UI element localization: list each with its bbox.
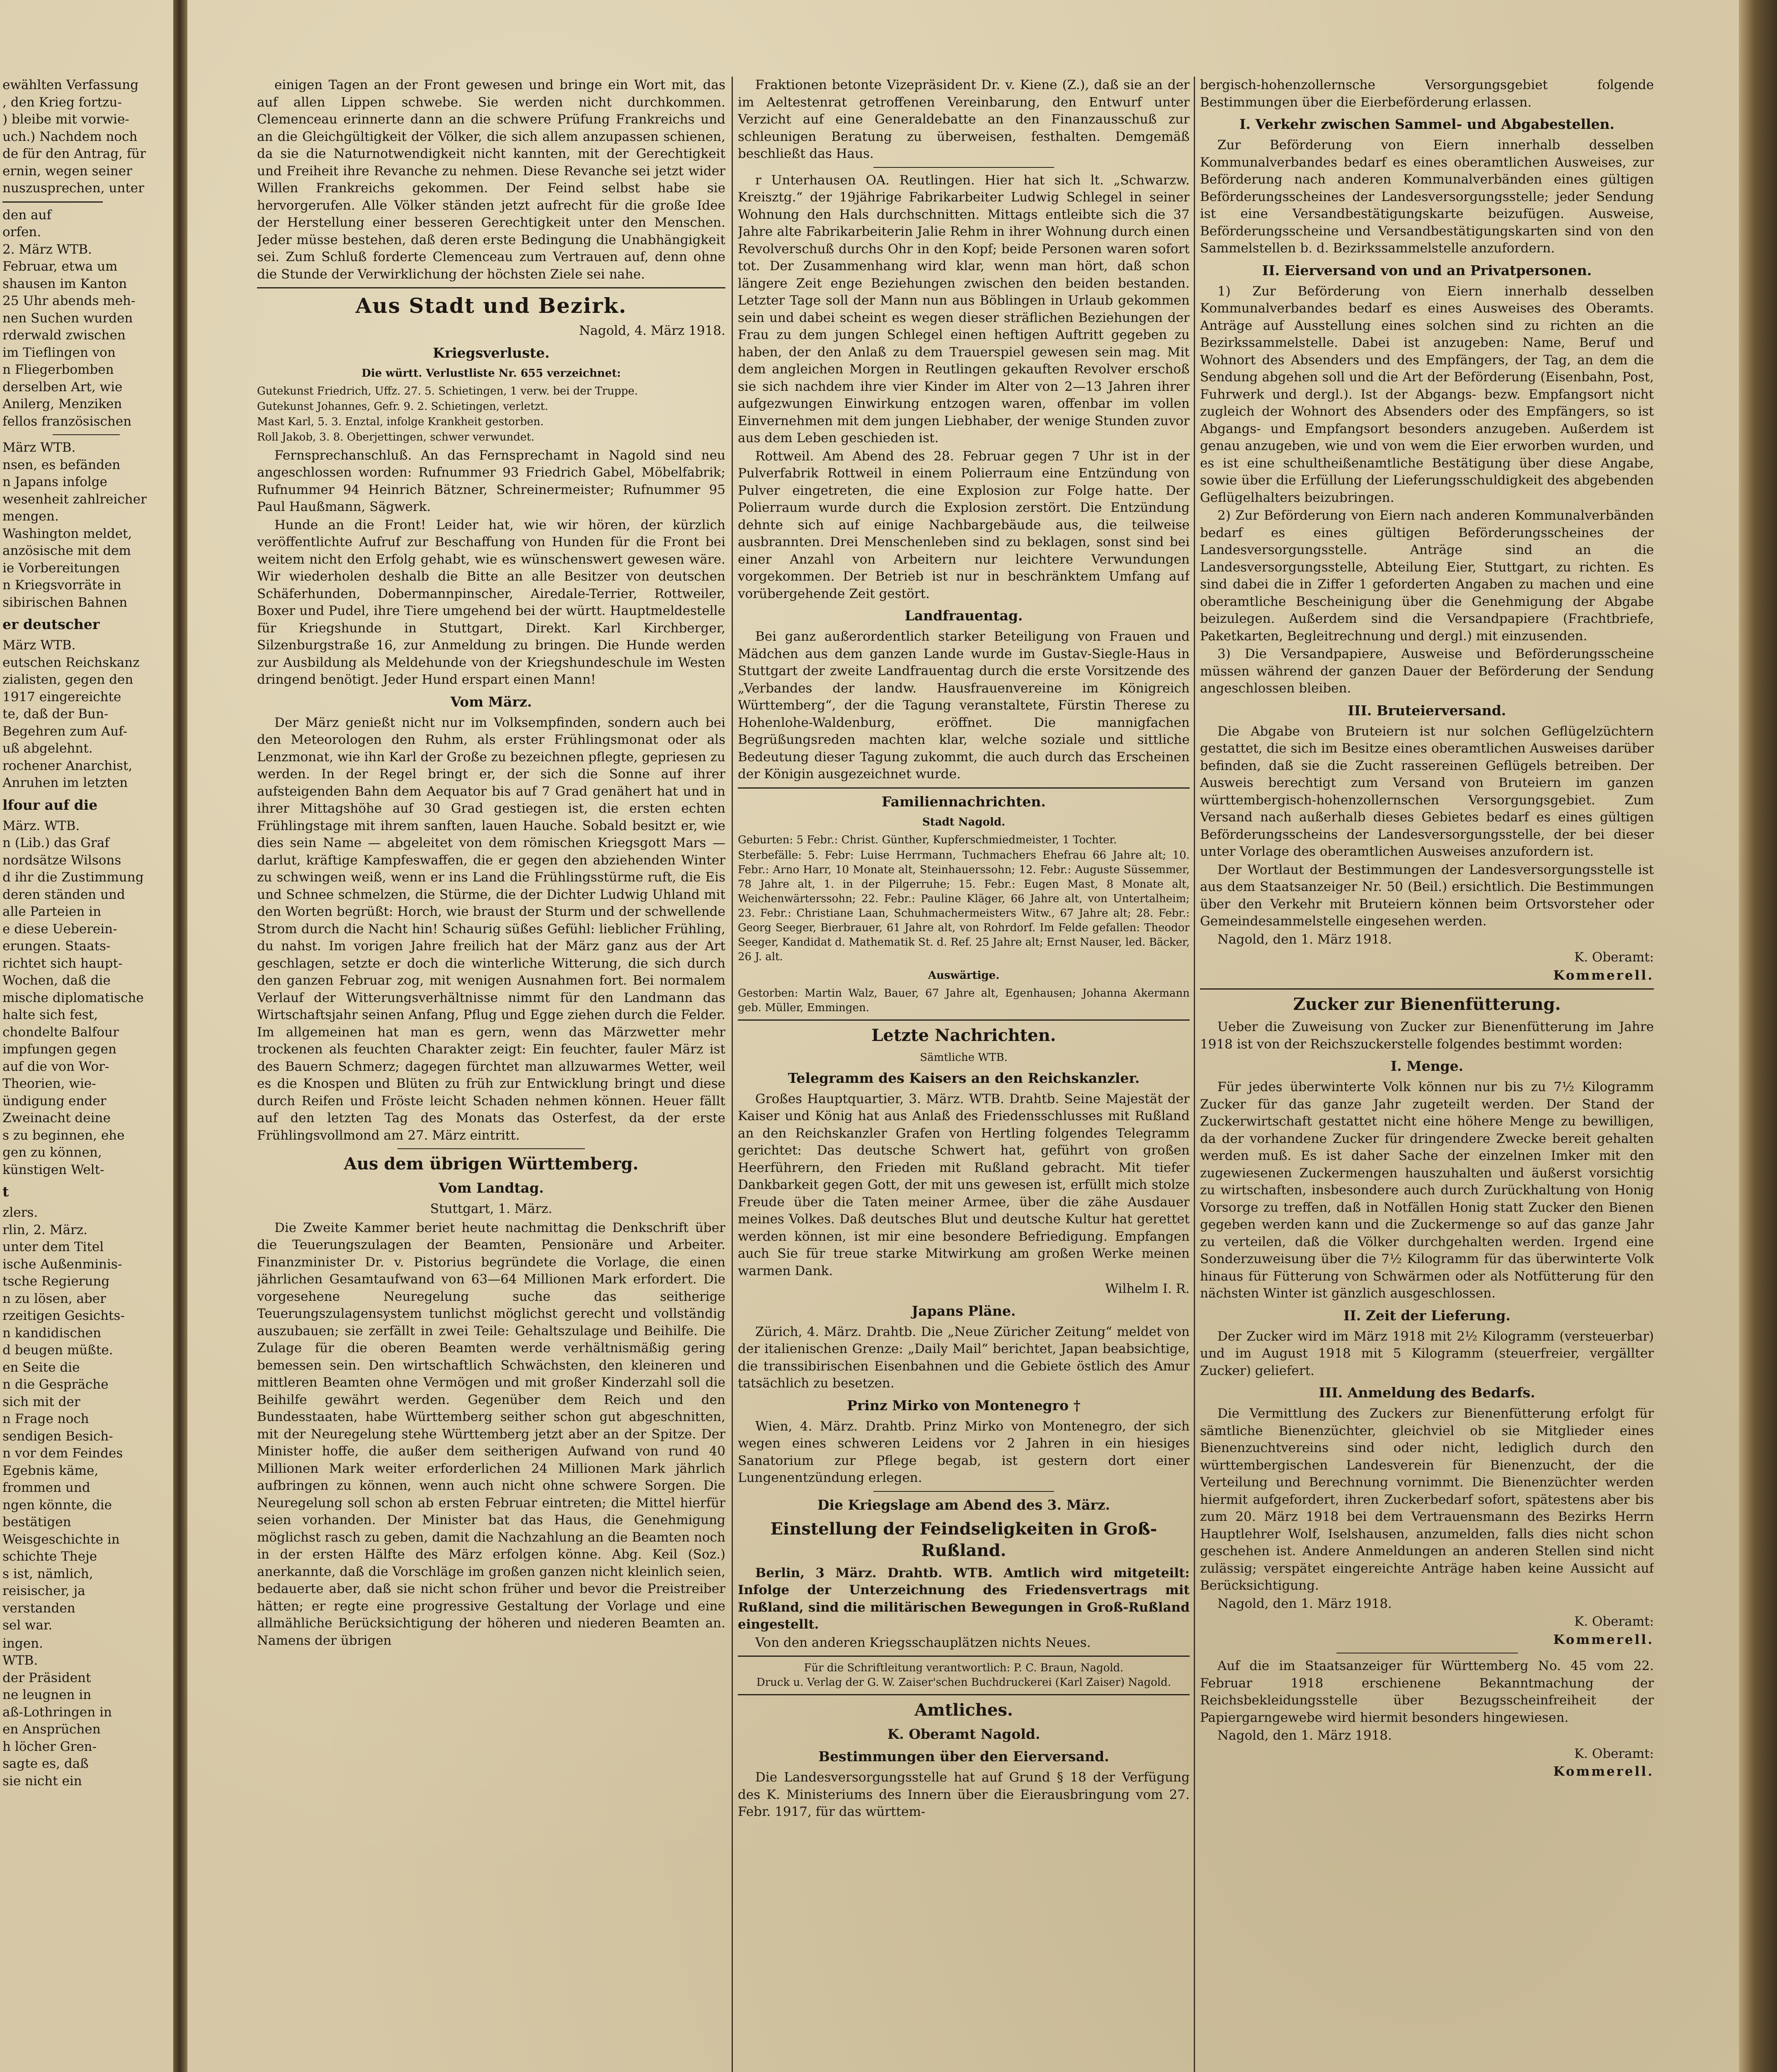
fragment-heading: t xyxy=(2,1184,9,1200)
section-rule xyxy=(257,287,725,288)
column-1 xyxy=(257,77,725,2072)
fragment-block: ingen. WTB. der Präsident ne leugnen in aß-Lothringen in en Ansprüchen h löcher Gren- sagte es, daß sie nicht ein xyxy=(2,1636,112,1789)
article-heading-landfrauentag: Landfrauentag. xyxy=(904,608,1023,624)
section-rule xyxy=(873,167,1054,168)
article-paragraph: Der März genießt nicht nur im Volksempfinden, sondern auch bei den Meteorologen den Ruhm, als erster Frühlingsmonat oder als Lenzmonat, wie ihn Karl der Große zu bezeichnen pflegte, gepriesen zu werden. In der Regel bringt er, der sich die Sonne auf ihrer aufsteigenden Bahn dem Aequator bis auf 7 Grad genähert hat und in ihrer Mittagshöhe auf 30 Grad gestiegen ist, die ersten echten Frühlingstage mit ihrem sanften, lauen Hauche. Sobald besitzt er, wie dies sein Name — abgeleitet von dem römischen Kriegsgott Mars — darlut, kräftige Kampfeswaffen, die er gegen den abziehenden Winter zu schwingen weiß, wenn er ins Land die Frühlingsstürme ruft, die Eis und Schnee schmelzen, die Stürme, die der Dichter Ludwig Uhland mit den Worten begrüßt: Horch, wie braust der Sturm und der schwellende Strom durch die Nacht hin! Schaurig süßes Gefühl: lieblicher Frühling, du nahst. Im vorigen Jahre freilich hat der März ganz aus der Art geschlagen, setzte er doch die winterliche Witterung, die sich durch den ganzen Februar zog, mit wenigen Ausnahmen fort. Bei normalem Verlauf der Witterungsverhältnisse nimmt für den Landmann das Wirtschaftsjahr seinen Anfang, Pflug und Egge ziehen durch die Felder. Im allgemeinen hat man es gern, wenn das Märzwetter mehr trockenen als feuchten Charakter zeigt: Ein feuchter, fauler März ist des Bauern Schmerz; dagegen fürchtet man allzuwarmes Wetter, weil es die Knospen und Blüten zu früh zur Entwicklung bringt und diese durch Reifen und Fröste leicht Schaden nehmen können. Heuer fällt auf den letzten Tag des Monats das Osterfest, da der erste Frühlingsvollmond am 27. März eintritt. xyxy=(257,715,725,1143)
heading-zeit: II. Zeit der Lieferung. xyxy=(1343,1307,1510,1324)
article-heading-maerz: Vom März. xyxy=(450,693,532,710)
section-rule xyxy=(738,787,1190,789)
signature-place: Nagold, den 1. März 1918. xyxy=(1217,1596,1392,1611)
article-paragraph: Die Vermittlung des Zuckers zur Bienenfütterung erfolgt für sämtliche Bienenzüchter, gleichviel ob sie Mitglieder eines Bienenzuchtvereins sind oder nicht, lediglich durch den württembergischen Landesverein für Bienenzucht, der die Verteilung und Berechnung vornimmt. Die Bienenzüchter werden hiermit aufgefordert, ihren Zuckerbedarf sofort, spätestens aber bis zum 20. März 1918 bei dem Vertrauensmann des Bezirks Herrn Hauptlehrer Wolf, Iselshausen, anzumelden, falls dies nicht schon geschehen ist. Andere Anmeldungen an anderen Stellen sind nicht zulässig; verspätet eingereichte Anträge haben keine Aussicht auf Berücksichtigung. xyxy=(1200,1406,1654,1593)
left-page-fragment xyxy=(0,77,170,2072)
headline-einstellung: Einstellung der Feindseligkeiten in Groß-Rußland. xyxy=(770,1519,1157,1560)
fragment-block: März. WTB. n (Lib.) das Graf nordsätze Wilsons d ihr die Zustimmung deren ständen und alle Parteien in e diese Ueberein- erungen. Staats- richtet sich haupt- Wochen, daß die mische diplomatische halte sich fest, chondelte Balfour impfungen gegen auf die von Wor- Theorien, wie- ündigung ender Zweinacht deine s zu beginnen, ehe gen zu können, künstigen Welt- xyxy=(2,818,144,1177)
article-paragraph: Fraktionen betonte Vizepräsident Dr. v. Kiene (Z.), daß sie an der im Aeltestenrat getroffenen Vereinbarung, den Entwurf unter Verzicht auf eine Generaldebatte an den Finanzausschuß zur schleunigen Beratung zu überweisen, festhalten. Demgemäß beschließt das Haus. xyxy=(738,77,1190,161)
article-paragraph: Auf die im Staatsanzeiger für Württemberg No. 45 vom 22. Februar 1918 erschienene Bekanntmachung der Reichsbekleidungsstelle über Bezugsscheinfreiheit der Papiergarngewebe wird hiermit besonders hingewiesen. xyxy=(1200,1658,1654,1725)
article-paragraph: Für jedes überwinterte Volk können nur bis zu 7½ Kilogramm Zucker für das ganze Jahr zugeteilt werden. Der Stand der Zuckerwirtschaft gestattet nicht eine höhere Menge zu bewilligen, da der vorhandene Zucker für dringendere Zwecke bereit gehalten werden muß. Es ist daher Sache der einzelnen Imker mit den zugewiesenen Zuckermengen hauszuhalten und äußerst vorsichtig zu wirtschaften, insbesondere auch durch Zurückhaltung von Honig Vorsorge zu treffen, daß in Notfällen Honig statt Zucker den Bienen gegeben werden kann und die Zuckermenge so auf das ganze Jahr zu verteilen, daß die Völker durchgehalten werden. Irgend eine Sonderzuweisung über die 7½ Kilogramm für das überwinterte Volk hinaus für Fütterung von Schwärmen oder als Notfütterung für den nächsten Winter ist gänzlich ausgeschlossen. xyxy=(1200,1080,1654,1301)
subheading-auswaertige: Auswärtige. xyxy=(928,969,1000,982)
article-paragraph: Der Zucker wird im März 1918 mit 2½ Kilogramm (versteuerbar) und im August 1918 mit 5 Kilogramm (steuerfreier, vergällter Zucker) geliefert. xyxy=(1200,1329,1654,1378)
article-paragraph: Die Abgabe von Bruteiern ist nur solchen Geflügelzüchtern gestattet, die sich im Besitze eines oberamtlichen Ausweises darüber befinden, daß sie die Zucht rassereinen Geflügels betreiben. Der Ausweis berechtigt zum Versand von Bruteiern im ganzen württembergisch-hohenzollernschen Versorgungsgebiet. Zum Versand nach außerhalb dieses Gebietes bedarf es eines gültigen Beförderungsscheins der Landesversorgungsstelle, der bei dieser unter Vorlage des oberamtlichen Ausweises anzufordern ist. xyxy=(1200,724,1654,859)
page-binding xyxy=(173,0,187,2072)
article-paragraph: Fernsprechanschluß. An das Fernsprechamt in Nagold sind neu angeschlossen worden: Rufnummer 93 Friedrich Gabel, Möbelfabrik; Rufnummer 94 Heinrich Bätzner, Schreinermeister; Rufnummer 95 Paul Haußmann, Sägwerk. xyxy=(257,448,725,514)
imprint-editor: Für die Schriftleitung verantwortlich: P. C. Braun, Nagold. xyxy=(804,1662,1124,1674)
signature-office: K. Oberamt: xyxy=(1574,1746,1654,1761)
section-rule xyxy=(738,1019,1190,1021)
loss-entry: Roll Jakob, 3. 8. Oberjettingen, schwer verwundet. xyxy=(257,431,535,443)
section-heading-stadt: Aus Stadt und Bezirk. xyxy=(355,293,627,318)
telegram-signature: Wilhelm I. R. xyxy=(1105,1281,1190,1296)
section-rule xyxy=(738,1656,1190,1657)
signature-name: Kommerell. xyxy=(1553,968,1654,983)
article-paragraph: Der Wortlaut der Bestimmungen der Landesversorgungsstelle ist aus dem Staatsanzeiger Nr. 50 (Beil.) ersichtlich. Die Bestimmungen über den Verkehr mit Bruteiern können beim Ortsvorsteher oder Gemeindesammelstelle eingesehen werden. xyxy=(1200,862,1654,929)
article-paragraph: Von den anderen Kriegsschauplätzen nichts Neues. xyxy=(755,1635,1091,1650)
signature-place: Nagold, den 1. März 1918. xyxy=(1217,1728,1392,1743)
article-heading-landtag: Vom Landtag. xyxy=(439,1180,544,1196)
heading-bestimmungen: Bestimmungen über den Eierversand. xyxy=(818,1748,1109,1765)
list-subheading: Die württ. Verlustliste Nr. 655 verzeichnet: xyxy=(361,367,621,380)
section-rule xyxy=(738,1694,1190,1695)
imprint-printer: Druck u. Verlag der G. W. Zaiser'schen Buchdruckerei (Karl Zaiser) Nagold. xyxy=(756,1676,1171,1689)
article-paragraph: einigen Tagen an der Front gewesen und bringe ein Wort mit, das auf allen Lippen schwebe. Sie werden nicht durchkommen. Clemenceau erinnerte dann an die schwere Prüfung Frankreichs und an die Gleichgültigkeit der Völker, die sich allem anzupassen schienen, da sie die Naturnotwendigkeit nicht kannten, mit der Gerechtigkeit und Freiheit ihre Revanche zu nehmen. Diese Revanche sei jetzt wider Willen Frankreichs gekommen. Der Feind selbst habe sie hervorgerufen. Alle Völker ständen jetzt aufrecht für die große Idee der Herstellung einer besseren Gerechtigkeit unter den Menschen. Jeder müsse bestehen, daß deren erste Bedingung die Unabhängigkeit sei. Zum Schluß forderte Clemenceau zum Vertrauen auf, denn ohne die Stunde der Verwirklichung der höchsten Ziele sei nahe. xyxy=(257,77,725,282)
fragment-block: ewählten Verfassung , den Krieg fortzu- ) bleibe mit vorwie- uch.) Nachdem noch de für den Antrag, für ernin, wegen seiner nuszusprechen, unter xyxy=(2,77,146,196)
article-paragraph: bergisch-hohenzollernsche Versorgungsgebiet folgende Bestimmungen über die Eierbeförderung erlassen. xyxy=(1200,77,1654,110)
fragment-block: März WTB. eutschen Reichskanz zialisten, gegen den 1917 eingereichte te, daß der Bun- Begehren zum Auf- uß abgelehnt. rochener Anarchist, Anruhen im letzten xyxy=(2,638,140,790)
loss-entry: Mast Karl, 5. 3. Enztal, infolge Krankheit gestorben. xyxy=(257,415,544,428)
book-edge xyxy=(1739,0,1777,2072)
article-paragraph: Zur Beförderung von Eiern innerhalb desselben Kommunalverbandes bedarf es eines oberamtlichen Ausweises, zur Beförderung nach anderen Kommunalverbänden eines gültigen Beförderungsscheines der Landesversorgungsstelle; jeder Sendung ist eine Versandbestätigungskarte beizufügen. Ausweise, Beförderungsscheine und Versandbestätigungskarten sind von den Sammelstellen b. d. Bezirkssammelstelle anzufordern. xyxy=(1200,138,1654,256)
heading-oberamt: K. Oberamt Nagold. xyxy=(887,1726,1040,1742)
signature-office: K. Oberamt: xyxy=(1574,950,1654,965)
fragment-block: den auf orfen. 2. März WTB. Februar, etwa um shausen im Kanton 25 Uhr abends meh- nen Suchen wurden rderwald zwischen im Tieflingen von n Fliegerbomben derselben Art, wie Anilerg, Menziken fellos französischen xyxy=(2,207,136,429)
column-divider xyxy=(1194,77,1195,2072)
article-paragraph: 3) Die Versandpapiere, Ausweise und Beförderungsscheine müssen während der ganzen Dauer der Beförderung der Sendung angeschlossen bleiben. xyxy=(1200,646,1654,696)
article-heading-mirko: Prinz Mirko von Montenegro † xyxy=(847,1397,1081,1414)
article-paragraph: Rottweil. Am Abend des 28. Februar gegen 7 Uhr ist in der Pulverfabrik Rottweil in einem Polierraum eine Entzündung von Pulver eingetreten, die eine Explosion zur Folge hatte. Der Polierraum wurde durch die Explosion zerstört. Die Entzündung dehnte sich auf einige Nachbargebäude aus, die teilweise ausbrannten. Drei Menschenleben sind zu beklagen, sonst sind bei einer Anzahl von Arbeitern nur leichtere Verwundungen vorgekommen. Der Betrieb ist nur in beschränktem Umfang auf vorübergehende Zeit gestört. xyxy=(738,448,1190,601)
article-paragraph: Die Landesversorgungsstelle hat auf Grund § 18 der Verfügung des K. Ministeriums des Innern über die Eierausbringung vom 27. Febr. 1917, für das württem- xyxy=(738,1770,1190,1819)
article-paragraph: Bei ganz außerordentlich starker Beteiligung von Frauen und Mädchen aus dem ganzen Lande wurde im Gustav-Siegle-Haus in Stuttgart der zweite Landfrauentag durch die erste Vorsitzende des „Verbandes der landw. Hausfrauenvereine im Königreich Württemberg“, der die Tagung veranstaltete, Fürstin Therese zu Hohenlohe-Waldenburg, eröffnet. Die mannigfachen Begrüßungsreden machten klar, welche soziale und sittliche Bedeutung dieser Tagung zukommt, die auch durch das Erscheinen der Königin ausgezeichnet wurde. xyxy=(738,629,1190,782)
signature-office: K. Oberamt: xyxy=(1574,1614,1654,1629)
section-heading-familien: Familiennachrichten. xyxy=(882,793,1046,810)
section-heading-wuerttemberg: Aus dem übrigen Württemberg. xyxy=(344,1154,639,1174)
column-rule xyxy=(53,434,120,435)
signature-name: Kommerell. xyxy=(1553,1632,1654,1647)
heading-anmeldung: III. Anmeldung des Bedarfs. xyxy=(1319,1385,1535,1401)
heading-menge: I. Menge. xyxy=(1390,1058,1464,1074)
article-paragraph: 2) Zur Beförderung von Eiern nach anderen Kommunalverbänden bedarf es eines gültigen Beförderungsscheines der Landesversorgungsstelle. Anträge sind an die Landesversorgungsstelle, Abteilung Eier, Stuttgart, zu richten. Es sind dabei die in Ziffer 1 geforderten Angaben zu machen und eine oberamtliche Bescheinigung über die Genehmigung der Abgabe beizulegen. Außerdem sind die Versandpapiere (Frachtbriefe, Paketkarten, Begleitrechnung und dergl.) mit einzusenden. xyxy=(1200,508,1654,644)
family-births: Geburten: 5 Febr.: Christ. Günther, Kupferschmiedmeister, 1 Tochter. xyxy=(738,833,1117,846)
column-2 xyxy=(738,77,1190,2072)
article-paragraph: r Unterhausen OA. Reutlingen. Hier hat sich lt. „Schwarzw. Kreisztg.“ der 19jährige Fabrikarbeiter Ludwig Schlegel in seiner Wohnung den Hals durchschnitten. Mittags entleibte sich die 37 Jahre alte Fabrikarbeiterin Jalie Rehm in ihrer Wohnung durch einen Revolverschuß durchs Ohr in den Kopf; beide Personen waren sofort tot. Der Zusammenhang wird klar, wenn man hört, daß schon längere Zeit enge Beziehungen zwischen den beiden bestanden. Letzter Tage soll der Mann nun aus Böblingen in Urlaub gekommen sein und dabei scheint es wegen dieser sträflichen Beziehungen der Frau zu dem jungen Schlegel einen heftigen Auftritt gegeben zu haben, der den Anlaß zu dem Trauerspiel gewesen sein mag. Mit dem angleichen Morgen in Reutlingen gekauften Revolver erschoß sie sich nachdem ihre vier Kinder im Alter von 2—13 Jahren ihrer aufgezwungen Einwirkung entzogen waren, offenbar im vollen Einvernehmen mit dem jungen Liebhaber, der wenige Stunden zuvor aus dem Leben geschieden ist. xyxy=(738,172,1190,445)
article-paragraph: Ueber die Zuweisung von Zucker zur Bienenfütterung im Jahre 1918 ist von der Reichszuckerstelle folgendes bestimmt worden: xyxy=(1200,1019,1654,1052)
article-heading-japan: Japans Pläne. xyxy=(912,1302,1016,1319)
family-deaths: Sterbefälle: 5. Febr: Luise Herrmann, Tuchmachers Ehefrau 66 Jahre alt; 10. Febr.: Arno Harr, 10 Monate alt, Steinhauerssohn; 12. Febr.: Auguste Süssemmer, 78 Jahre alt, 1. in der Pilgerruhe; 15. Febr.: Eugen Mast, 8 Monate alt, Weichenwärterssohn; 22. Febr.: Pauline Kläger, 66 Jahre alt, von Untertalheim; 23. Febr.: Christiane Laan, Schuhmachermeisters Witw., 67 Jahre alt; 28. Febr.: Georg Seeger, Bierbrauer, 61 Jahre alt, von Rohrdorf. Im Felde gefallen: Theodor Seeger, Kandidat d. Mathematik St. d. Ref. 25 Jahre alt; Ernst Nauser, led. Bäcker, 26 J. alt. xyxy=(738,849,1190,963)
section-rule xyxy=(873,1491,1054,1492)
article-heading-telegramm: Telegramm des Kaisers an den Reichskanzler. xyxy=(788,1070,1140,1086)
loss-entry: Gutekunst Johannes, Gefr. 9. 2. Schietingen, verletzt. xyxy=(257,400,548,413)
column-rule xyxy=(2,201,103,203)
letzte-sub: Sämtliche WTB. xyxy=(920,1051,1008,1064)
column-3 xyxy=(1200,77,1654,2072)
article-heading-kriegsverluste: Kriegsverluste. xyxy=(433,344,550,361)
article-paragraph: Hunde an die Front! Leider hat, wie wir hören, der kürzlich veröffentlichte Aufruf zur Beschaffung von Hunden für die Front bei weitem nicht den Erfolg gehabt, wie es wünschenswert gewesen wäre. Wir wiederholen deshalb die Bitte an alle Besitzer von deutschen Schäferhunden, Dobermannpinscher, Airedale-Terrier, Rottweiler, Boxer und Pudel, ihre Tiere umgehend bei der württ. Hauptmeldestelle für Kriegshunde in Stuttgart, Direkt. Karl Kirchberger, Silzenburgstraße 16, zur Anmeldung zu bringen. Die Hunde werden zur Ausbildung als Meldehunde von der Kriegshundeschule im Westen dringend benötigt. Jeder Hund erspart einen Mann! xyxy=(257,517,725,687)
article-heading-kriegslage: Die Kriegslage am Abend des 3. März. xyxy=(817,1496,1110,1513)
article-paragraph: Die Zweite Kammer beriet heute nachmittag die Denkschrift über die Teuerungszulagen der Beamten, Pensionäre und Arbeiter. Finanzminister Dr. v. Pistorius begründete die Vorlage, die einen jährlichen Gesamtaufwand von 63—64 Millionen Mark erfordert. Die vorgesehene Neuregelung suche das seitherige Teuerungszulagensystem tunlichst möglichst gerecht und vollständig auszubauen; sie zerfällt in zwei Teile: Gehaltszulage und Beihilfe. Die Zulage für die oberen Beamten werde verhältnismäßig gering bemessen sein. Den wirtschaftlich Schwächsten, den kleineren und mittleren Beamten ohne Vermögen und mit großer Kinderzahl soll die Beihilfe gewährt werden. Gegenüber dem Reich und den Bundesstaaten, habe Württemberg seither schon gut abgeschnitten, mit der Neuregelung stehe Württemberg jetzt aber an der Spitze. Der Minister hoffe, die außer dem seitherigen Aufwand von rund 40 Millionen Mark weiter erforderlichen 24 Millionen Mark jährlich aufbringen zu können, wenn auch nicht ohne schwere Sorgen. Die Neuregelung soll schon ab ersten Februar eintreten; die Mittel hierfür seien vorhanden. Der Minister bat das Haus, die Genehmigung möglichst rasch zu geben, damit die Nachzahlung an die Beamten noch in der ersten Hälfte des März erfolgen könne. Abg. Keil (Soz.) anerkannte, daß die Vorschläge im großen ganzen nicht kleinlich seien, bedauerte aber, daß sie nicht schon früher und bevor die Preistreiber hätten; er regte eine progressive Gestaltung der Vorlage und eine allmähliche Berücksichtigung der höheren und niederen Beamten an. Namens der übrigen xyxy=(257,1220,725,1648)
article-paragraph: Wien, 4. März. Drahtb. Prinz Mirko von Montenegro, der sich wegen eines schweren Leidens vor 2 Jahren in ein hiesiges Sanatorium zur Pflege begab, ist gestern dort einer Lungenentzündung erlegen. xyxy=(738,1418,1190,1485)
fragment-heading: er deutscher xyxy=(2,616,100,632)
signature-place: Nagold, den 1. März 1918. xyxy=(1217,932,1392,947)
loss-entry: Gutekunst Friedrich, Uffz. 27. 5. Schietingen, 1 verw. bei der Truppe. xyxy=(257,385,638,397)
article-paragraph: 1) Zur Beförderung von Eiern innerhalb desselben Kommunalverbandes bedarf es eines Ausweises des Oberamts. Anträge auf Ausstellung eines solchen sind zu richten an die Bezirkssammelstelle. Dabei ist anzugeben: Name, Beruf und Wohnort des Absenders und des Empfängers, der Tag, an dem die Sendung abgehen soll und die Art der Beförderung (Eisenbahn, Post, Fuhrwerk und dergl.). Ist der Abgangs- bezw. Empfangsort nicht zugleich der Wohnort des Absenders oder des Empfängers, so ist Abgangs- und Empfangsort besonders anzugeben. Außerdem ist genau anzugeben, wie und von wem die Eier erworben wurden, und es ist eine schultheißenamtliche Bestätigung über diese Angabe, sowie über die Erfüllung der Lieferungsschuldigkeit des abgebenden Geflügelhalters beizubringen. xyxy=(1200,283,1654,505)
dateline: Nagold, 4. März 1918. xyxy=(579,323,725,338)
heading-verkehr: I. Verkehr zwischen Sammel- und Abgabestellen. xyxy=(1239,116,1615,132)
heading-zucker: Zucker zur Bienenfütterung. xyxy=(1293,995,1561,1014)
heading-eierversand: II. Eierversand von und an Privatpersonen. xyxy=(1262,262,1592,278)
subheading-stadt-nagold: Stadt Nagold. xyxy=(922,816,1006,828)
fragment-block: zlers. rlin, 2. März. unter dem Titel ische Außenminis- tsche Regierung n zu lösen, aber rzeitigen Gesichts- n kandidischen d beugen müßte. en Seite die n die Gespräche sich mit der n Frage noch sendigen Besich- n vor dem Feindes Egebnis käme, frommen und ngen könnte, die bestätigen Weisgeschichte in schichte Theje s ist, nämlich, reisischer, ja verstanden sel war. xyxy=(2,1205,125,1633)
section-heading-amtliches: Amtliches. xyxy=(914,1700,1013,1720)
column-divider xyxy=(732,77,733,2072)
section-rule xyxy=(398,1148,585,1149)
article-paragraph: Berlin, 3 März. Drahtb. WTB. Amtlich wird mitgeteilt: Infolge der Unterzeichnung des Friedensvertrags mit Rußland, sind die militärischen Bewegungen in Groß-Rußland eingestellt. xyxy=(738,1565,1190,1632)
fragment-block: März WTB. nsen, es befänden n Japans infolge wesenheit zahlreicher mengen. Washington meldet, anzösische mit dem ie Vorbereitungen n Kriegsvorräte in sibirischen Bahnen xyxy=(2,440,147,610)
article-paragraph: Zürich, 4. März. Drahtb. Die „Neue Züricher Zeitung“ meldet von der italienischen Grenze: „Daily Mail“ berichtet, Japan beabsichtige, die transsibirischen Eisenbahnen und die Gebiete östlich des Amur tatsächlich zu besetzen. xyxy=(738,1324,1190,1391)
heading-bruteier: III. Bruteierversand. xyxy=(1348,702,1506,719)
fragment-heading: lfour auf die xyxy=(2,796,98,813)
section-rule xyxy=(1200,988,1654,990)
signature-name: Kommerell. xyxy=(1553,1764,1654,1779)
dateline: Stuttgart, 1. März. xyxy=(430,1201,553,1216)
section-heading-letzte: Letzte Nachrichten. xyxy=(871,1025,1056,1045)
article-paragraph: Großes Hauptquartier, 3. März. WTB. Drahtb. Seine Majestät der Kaiser und König hat aus Anlaß des Friedensschlusses mit Rußland an den Reichskanzler Grafen von Hertling folgendes Telegramm gerichtet: Das deutsche Schwert hat, geführt von großen Heerführern, den Frieden mit Rußland gebracht. Mit tiefer Dankbarkeit gegen Gott, der mit uns gewesen ist, erfüllt mich stolze Freude über die Taten meiner Armee, über die zähe Ausdauer meines Volkes. Daß deutsches Blut und deutsche Kultur hat gerettet werden können, ist mir eine besondere Befriedigung. Empfangen auch Sie für treue starke Mitwirkung am großen Werke meinen warmen Dank. xyxy=(738,1091,1190,1278)
family-deaths-external: Gestorben: Martin Walz, Bauer, 67 Jahre alt, Egenhausen; Johanna Akermann geb. Müller, Emmingen. xyxy=(738,987,1190,1014)
